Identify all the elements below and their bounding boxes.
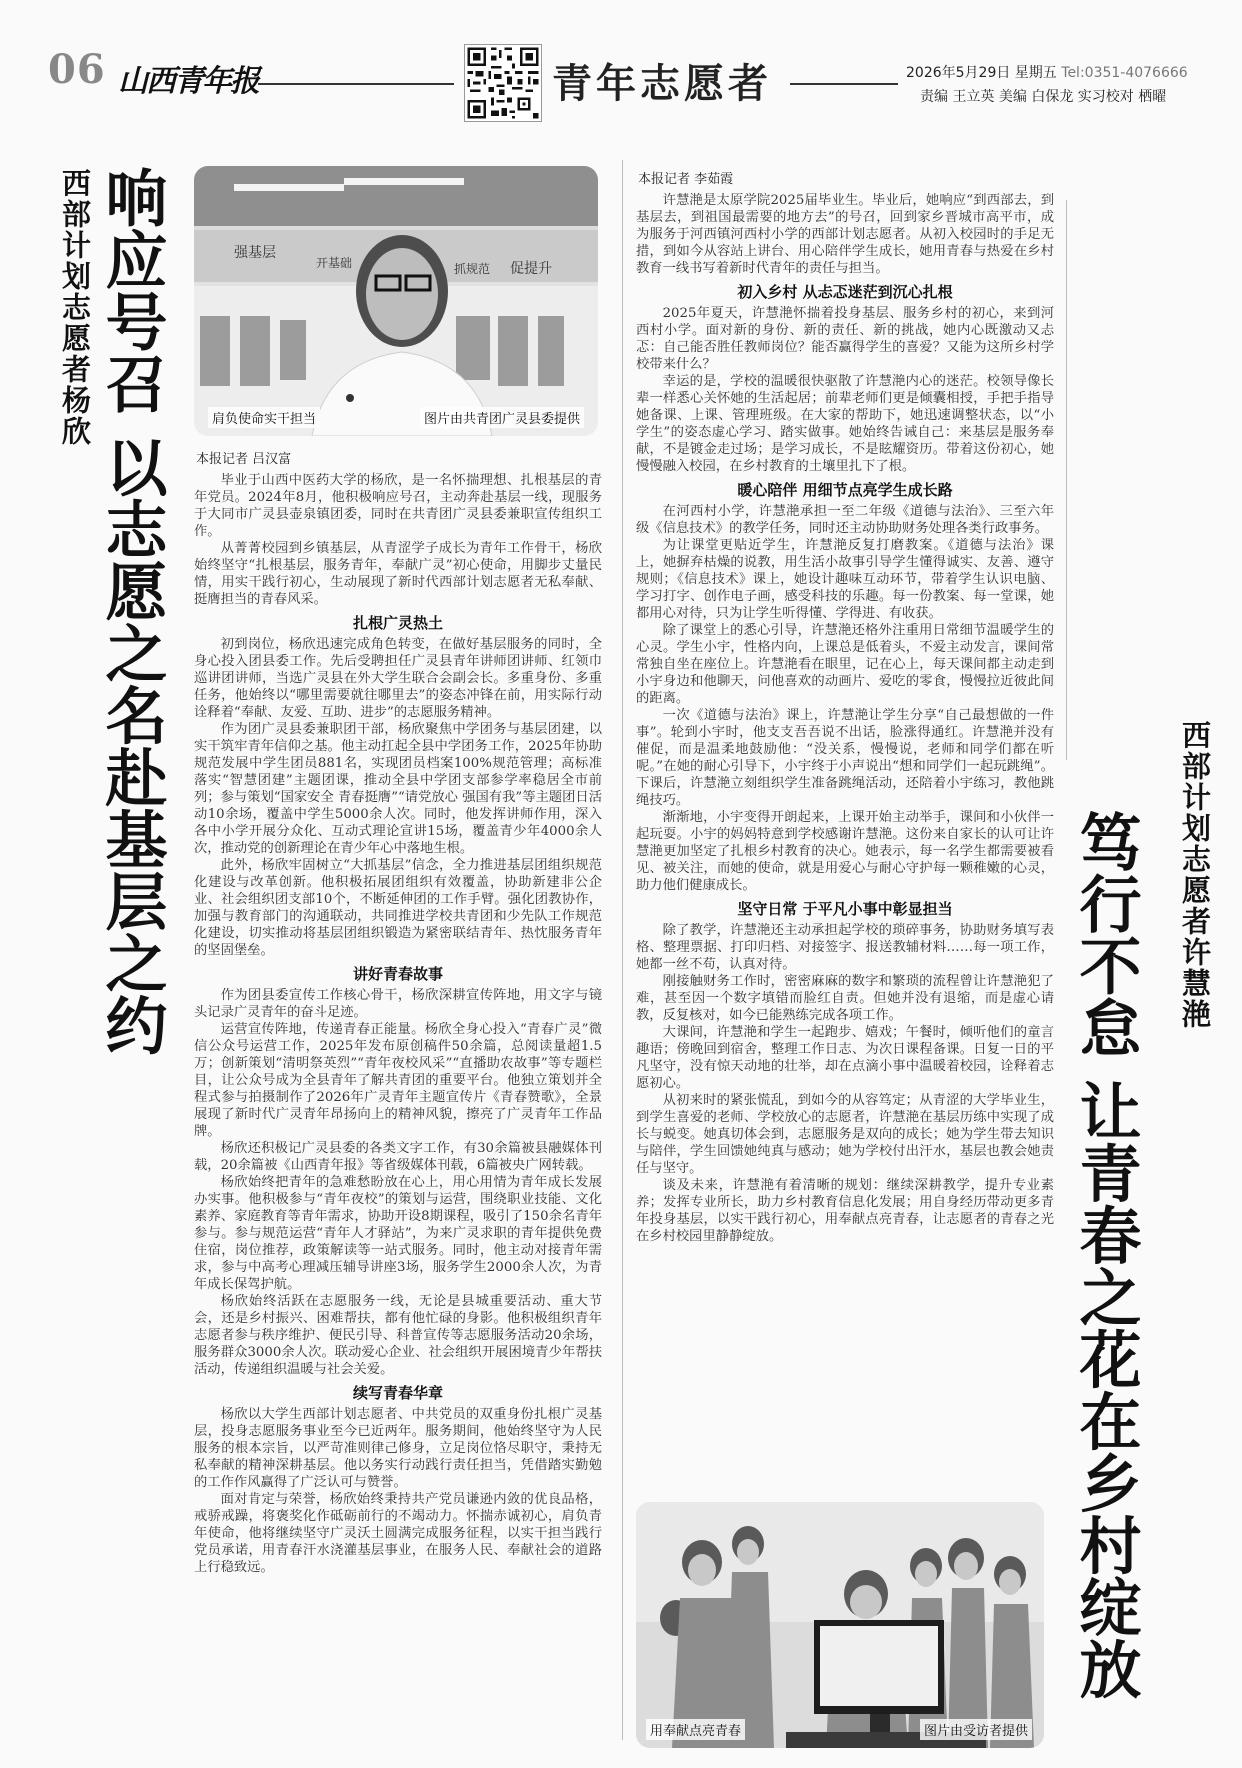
left-story-byline: 本报记者 吕汉富 [196, 452, 292, 467]
paragraph: 杨欣还积极记广灵县委的各类文字工作，有30余篇被县融媒体刊载，20余篇被《山西青年报》等省级媒体刊载，6篇被央广网转载。 [194, 1141, 602, 1173]
wall-sign-1: 强基层 [234, 245, 276, 261]
right-story-headline: 笃行不怠 让青春之花在乡村绽放 [1069, 810, 1142, 1700]
paragraph: 谈及未来，许慧滟有着清晰的规划：继续深耕教学，提升专业素养；发挥专业所长，助力乡村教育信息化发展；用自身经历带动更多青年投身基层，以实干践行初心，用奉献点亮青春，让志愿者的青春之光在乡村校园里静静绽放。 [636, 1178, 1054, 1244]
paragraph: 一次《道德与法治》课上，许慧滟让学生分享“自己最想做的一件事”。轮到小宇时，他支支吾吾说不出话，脸涨得通红。许慧滟并没有催促，而是温柔地鼓励他：“没关系，慢慢说，老师和同学们都在听呢。”在她的耐心引导下，小宇终于小声说出“想和同学们一起玩跳绳”。下课后，许慧滟立刻组织学生准备跳绳活动，还陪着小宇练习，教他跳绳技巧。 [636, 708, 1054, 808]
newspaper-logo: 山西青年报 [118, 64, 258, 99]
page-number: 06 [48, 46, 106, 93]
paragraph: 2025年夏天，许慧滟怀揣着投身基层、服务乡村的初心，来到河西村小学。面对新的身份、新的责任、新的挑战，她内心既激动又忐忑：自己能否胜任教师岗位？能否赢得学生的喜爱？又能为这所乡村学校带来什么？ [636, 306, 1054, 372]
phone-number: Tel:0351-4076666 [1061, 65, 1188, 81]
issue-date [906, 62, 1188, 82]
paragraph: 在河西村小学，许慧滟承担一至二年级《道德与法治》、三至六年级《信息技术》的教学任务，同时还主动协助财务处理各类行政事务。 [636, 504, 1054, 536]
wall-sign-3: 抓规范 [454, 262, 491, 276]
subheading: 坚守日常 于平凡小事中彰显担当 [737, 900, 953, 918]
paragraph: 从菁菁校园到乡镇基层，从青涩学子成长为青年工作骨干，杨欣始终坚守“扎根基层，服务青年，奉献广灵”初心使命，用脚步丈量民情，用实干践行初心，生动展现了新时代西部计划志愿者无私奉献、挺膺担当的青春风采。 [194, 541, 602, 607]
qr-code-icon[interactable] [464, 44, 542, 122]
left-story-kicker: 西部计划志愿者杨欣 [58, 168, 92, 447]
wall-sign-2: 开基础 [316, 256, 353, 270]
photo-caption: 用奉献点亮青春 [646, 1719, 745, 1740]
paragraph: 毕业于山西中医药大学的杨欣，是一名怀揣理想、扎根基层的青年党员。2024年8月，他积极响应号召，主动奔赴基层一线，现服务于大同市广灵县壶泉镇团委，同时在共青团广灵县委兼职宣传组织工作。 [194, 473, 602, 539]
header-rule-left [258, 83, 454, 85]
paragraph: 面对肯定与荣誉，杨欣始终秉持共产党员谦逊内敛的优良品格，戒骄戒躁，将褒奖化作砥砺前行的不竭动力。怀揣赤诚初心，肩负青年使命，他将继续坚守广灵沃土圆满完成服务征程，以实干担当践行党员承诺，用青春汗水浇灌基层事业，在服务人民、奉献社会的道路上行稳致远。 [194, 1492, 602, 1575]
photo-credit: 图片由共青团广灵县委提供 [420, 407, 584, 428]
column-divider [622, 160, 623, 1740]
left-story-headline: 响应号召 以志愿之名赴基层之约 [95, 166, 168, 1056]
paragraph: 作为团广灵县委兼职团干部，杨欣聚焦中学团务与基层团建，以实干筑牢青年信仰之基。他主动扛起全县中学团务工作，2025年协助规范发展中学生团员881名，实现团员档案100%规范管理；高标准落实“智慧团建”主题团课，推动全县中学团支部参学率稳居全市前列；参与策划“国家安全 青春挺膺”“请党放心 强国有我”等主题团日活动10余场，覆盖中学生5000余人次。同时，他发挥讲师作用，深入各中小学开展分众化、互动式理论宣讲15场，覆盖青少年4000余人次，推动党的创新理论在青少年心中落地生根。 [194, 722, 602, 856]
subheading: 续写青春华章 [352, 1384, 443, 1402]
paragraph: 大课间，许慧滟和学生一起跑步、嬉戏；午餐时，倾听他们的童言趣语；傍晚回到宿舍，整理工作日志、为次日课程备课。日复一日的平凡坚守，没有惊天动地的壮举，却在点滴小事中温暖着校园，诠释着志愿初心。 [636, 1025, 1054, 1091]
subheading: 初入乡村 从忐忑迷茫到沉心扎根 [737, 283, 953, 301]
paragraph: 除了教学，许慧滟还主动承担起学校的琐碎事务，协助财务填写表格、整理票据、打印归档、对接签字、报送教辅材料……每一项工作，她都一丝不苟，认真对待。 [636, 923, 1054, 972]
right-story-kicker: 西部计划志愿者许慧滟 [1178, 720, 1212, 1030]
paragraph: 作为团县委宣传工作核心骨干，杨欣深耕宣传阵地，用文字与镜头记录广灵青年的奋斗足迹。 [194, 988, 602, 1020]
paragraph: 杨欣以大学生西部计划志愿者、中共党员的双重身份扎根广灵基层，投身志愿服务事业至今已近两年。服务期间，他始终坚守为人民服务的根本宗旨，以严苛准则律己修身，立足岗位恪尽职守，秉持无私奉献的精神深耕基层。他以务实行动践行责任担当，凭借踏实勤勉的工作作风赢得了广泛认可与赞誉。 [194, 1407, 602, 1490]
paragraph: 许慧滟是太原学院2025届毕业生。毕业后，她响应“到西部去，到基层去，到祖国最需要的地方去”的号召，回到家乡晋城市高平市，成为服务于河西镇河西村小学的西部计划志愿者。从初入校园时的手足无措，到如今从容站上讲台、用心陪伴学生成长，她用青春与热爱在乡村教育一线书写着新时代青年的责任与担当。 [636, 193, 1054, 276]
right-story-byline: 本报记者 李茹霞 [638, 172, 734, 187]
left-story-photo [194, 166, 598, 436]
wall-sign-4: 促提升 [510, 261, 552, 277]
paragraph: 渐渐地，小宇变得开朗起来，上课开始主动举手，课间和小伙伴一起玩耍。小宇的妈妈特意到学校感谢许慧滟。这份来自家长的认可让许慧滟更加坚定了扎根乡村教育的决心。她表示，每一名学生都需要被看见、被关注，而她的使命，就是用爱心与耐心守护每一颗稚嫩的心灵，助力他们健康成长。 [636, 810, 1054, 893]
photo-credit: 图片由受访者提供 [920, 1719, 1032, 1740]
subheading: 暖心陪伴 用细节点亮学生成长路 [737, 481, 953, 499]
subheading: 扎根广灵热土 [352, 614, 443, 632]
left-story-body [194, 472, 602, 1576]
header-rule-right [790, 83, 898, 85]
paragraph: 刚接触财务工作时，密密麻麻的数字和繁琐的流程曾让许慧滟犯了难，甚至因一个数字填错而脸红自责。但她并没有退缩，而是虚心请教，反复核对，如今已能熟练完成各项工作。 [636, 974, 1054, 1023]
paragraph: 运营宣传阵地，传递青春正能量。杨欣全身心投入“青春广灵”微信公众号运营工作，2025年发布原创稿件50余篇，总阅读量超1.5万；创新策划“清明祭英烈”“青年夜校风采”“直播助农故事”等专题栏目，让公众号成为全县青年了解共青团的重要平台。他独立策划并全程式参与拍摄制作了2026年广灵青年主题宣传片《青春赞歌》，全景展现了新时代广灵青年昂扬向上的精神风貌，擦亮了广灵青年工作品牌。 [194, 1022, 602, 1139]
date-text: 2026年5月29日 星期五 [906, 65, 1057, 81]
paragraph: 初到岗位，杨欣迅速完成角色转变，在做好基层服务的同时，全身心投入团县委工作。先后受聘担任广灵县青年讲师团讲师、红领巾巡讲团讲师，当选广灵县在外大学生联合会副会长。多重身份、多重任务，他始终以“哪里需要就往哪里去”的姿态冲锋在前，用实际行动诠释着“奉献、友爱、互助、进步”的志愿服务精神。 [194, 637, 602, 720]
paragraph: 幸运的是，学校的温暖很快驱散了许慧滟内心的迷茫。校领导像长辈一样悉心关怀她的生活起居；前辈老师们更是倾囊相授，手把手指导她备课、上课、管理班级。在大家的帮助下，她迅速调整状态，以“小学生”的姿态虚心学习、踏实做事。她始终告诫自己：来基层是服务奉献，不是镀金走过场；是学习成长，不是眩耀资历。带着这份初心，她慢慢融入校园，在乡村教育的土壤里扎下了根。 [636, 374, 1054, 474]
paragraph: 此外，杨欣牢固树立“大抓基层”信念，全力推进基层团组织规范化建设与改革创新。他积极拓展团组织有效覆盖，协助新建非公企业、社会组织团支部10个，不断延伸团的工作手臂。强化团教协作，加强与教育部门的沟通联动，共同推进学校共青团和少先队工作规范化建设，切实推动将基层团组织锻造为紧密联结青年、热忱服务青年的坚固堡垒。 [194, 858, 602, 958]
paragraph: 杨欣始终活跃在志愿服务一线，无论是县城重要活动、重大节会，还是乡村振兴、困难帮扶，都有他忙碌的身影。他积极组织青年志愿者参与秩序维护、便民引导、科普宣传等志愿服务活动20余场，服务群众3000余人次。联动爱心企业、社会组织开展困境青少年帮扶活动，传递组织温暖与社会关爱。 [194, 1294, 602, 1377]
paragraph: 从初来时的紧张慌乱，到如今的从容笃定；从青涩的大学毕业生，到学生喜爱的老师、学校放心的志愿者，许慧滟在基层历练中实现了成长与蜕变。她真切体会到，志愿服务是双向的成长；她为学生带去知识与陪伴，学生回馈她纯真与感动；她为学校付出汗水，基层也教会她责任与坚守。 [636, 1093, 1054, 1176]
paragraph: 除了课堂上的悉心引导，许慧滟还格外注重用日常细节温暖学生的心灵。学生小宇，性格内向，上课总是低着头，不爱主动发言，课间常常独自坐在座位上。许慧滟看在眼里，记在心上，每天课间都主动走到小宇身边和他聊天，问他喜欢的动画片、爱吃的零食，慢慢拉近彼此间的距离。 [636, 623, 1054, 706]
section-title: 青年志愿者 [552, 61, 772, 107]
editor-credits: 责编 王立英 美编 白保龙 实习校对 栖曜 [920, 89, 1167, 105]
paragraph: 为让课堂更贴近学生，许慧滟反复打磨教案。《道德与法治》课上，她摒弃枯燥的说教，用生活小故事引导学生懂得诚实、友善、遵守规则；《信息技术》课上，她设计趣味互动环节，带着学生认识电脑、学习打字、创作电子画，感受科技的乐趣。每一份教案、每一堂课，她都用心对待，只为让学生听得懂、学得进、有收获。 [636, 538, 1054, 621]
headline-divider [1066, 200, 1067, 760]
right-story-body [636, 192, 1054, 1245]
subheading: 讲好青春故事 [352, 965, 443, 983]
right-story-photo [636, 1502, 1044, 1748]
paragraph: 杨欣始终把青年的急难愁盼放在心上，用心用情为青年成长发展办实事。他积极参与“青年夜校”的策划与运营，围绕职业技能、文化素养、家庭教育等青年需求，协助开设8期课程，吸引了150余名青年参与。参与规范运营“青年人才驿站”，为来广灵求职的青年提供免费住宿，岗位推荐，政策解读等一站式服务。同时，他主动对接青年需求，参与中高考心理减压辅导讲座3场，服务学生2000余人次，为青年成长保驾护航。 [194, 1175, 602, 1292]
photo-caption: 肩负使命实干担当 [208, 407, 320, 428]
